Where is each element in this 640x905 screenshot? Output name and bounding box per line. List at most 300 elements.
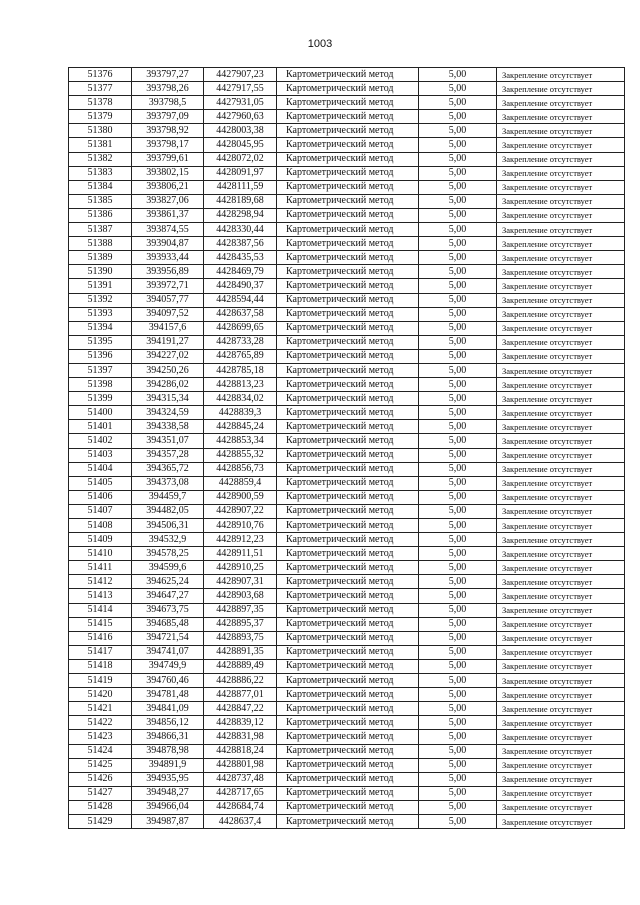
cell-method: Картометрический метод — [277, 716, 419, 730]
cell-point-number: 51399 — [69, 392, 132, 406]
cell-x-coordinate: 394191,27 — [132, 335, 204, 349]
cell-point-number: 51376 — [69, 68, 132, 82]
cell-method: Картометрический метод — [277, 504, 419, 518]
cell-accuracy: 5,00 — [419, 223, 497, 237]
cell-y-coordinate: 4428801,98 — [204, 758, 277, 772]
cell-method: Картометрический метод — [277, 223, 419, 237]
cell-point-number: 51397 — [69, 363, 132, 377]
cell-fixation-status: Закрепление отсутствует — [497, 335, 625, 349]
cell-method: Картометрический метод — [277, 758, 419, 772]
cell-accuracy: 5,00 — [419, 166, 497, 180]
cell-method: Картометрический метод — [277, 166, 419, 180]
cell-method: Картометрический метод — [277, 293, 419, 307]
cell-accuracy: 5,00 — [419, 293, 497, 307]
cell-x-coordinate: 394315,34 — [132, 392, 204, 406]
cell-point-number: 51423 — [69, 730, 132, 744]
cell-point-number: 51422 — [69, 716, 132, 730]
cell-fixation-status: Закрепление отсутствует — [497, 279, 625, 293]
cell-y-coordinate: 4428330,44 — [204, 223, 277, 237]
cell-y-coordinate: 4428387,56 — [204, 237, 277, 251]
cell-fixation-status: Закрепление отсутствует — [497, 716, 625, 730]
cell-accuracy: 5,00 — [419, 575, 497, 589]
cell-point-number: 51390 — [69, 265, 132, 279]
table-row — [69, 96, 625, 110]
cell-fixation-status: Закрепление отсутствует — [497, 533, 625, 547]
cell-point-number: 51429 — [69, 814, 132, 828]
cell-x-coordinate: 393797,27 — [132, 68, 204, 82]
cell-method: Картометрический метод — [277, 674, 419, 688]
table-row — [69, 124, 625, 138]
cell-method: Картометрический метод — [277, 462, 419, 476]
cell-fixation-status: Закрепление отсутствует — [497, 476, 625, 490]
cell-y-coordinate: 4428699,65 — [204, 321, 277, 335]
table-row — [69, 180, 625, 194]
cell-method: Картометрический метод — [277, 406, 419, 420]
cell-fixation-status: Закрепление отсутствует — [497, 448, 625, 462]
cell-accuracy: 5,00 — [419, 702, 497, 716]
cell-fixation-status: Закрепление отсутствует — [497, 307, 625, 321]
cell-fixation-status: Закрепление отсутствует — [497, 208, 625, 222]
cell-fixation-status: Закрепление отсутствует — [497, 265, 625, 279]
cell-y-coordinate: 4428889,49 — [204, 659, 277, 673]
cell-method: Картометрический метод — [277, 96, 419, 110]
cell-accuracy: 5,00 — [419, 772, 497, 786]
cell-fixation-status: Закрепление отсутствует — [497, 392, 625, 406]
cell-fixation-status: Закрепление отсутствует — [497, 237, 625, 251]
cell-method: Картометрический метод — [277, 434, 419, 448]
table-row — [69, 378, 625, 392]
cell-accuracy: 5,00 — [419, 208, 497, 222]
cell-fixation-status: Закрепление отсутствует — [497, 68, 625, 82]
table-row — [69, 744, 625, 758]
cell-y-coordinate: 4428877,01 — [204, 688, 277, 702]
cell-method: Картометрический метод — [277, 321, 419, 335]
table-row — [69, 166, 625, 180]
cell-x-coordinate: 394157,6 — [132, 321, 204, 335]
cell-y-coordinate: 4428045,95 — [204, 138, 277, 152]
cell-method: Картометрический метод — [277, 800, 419, 814]
cell-accuracy: 5,00 — [419, 800, 497, 814]
cell-fixation-status: Закрепление отсутствует — [497, 575, 625, 589]
cell-fixation-status: Закрепление отсутствует — [497, 349, 625, 363]
table-row — [69, 392, 625, 406]
cell-point-number: 51414 — [69, 603, 132, 617]
table-row — [69, 208, 625, 222]
cell-y-coordinate: 4428003,38 — [204, 124, 277, 138]
cell-point-number: 51416 — [69, 631, 132, 645]
cell-accuracy: 5,00 — [419, 659, 497, 673]
cell-y-coordinate: 4428737,48 — [204, 772, 277, 786]
cell-accuracy: 5,00 — [419, 363, 497, 377]
table-row — [69, 547, 625, 561]
cell-point-number: 51379 — [69, 110, 132, 124]
cell-x-coordinate: 393933,44 — [132, 251, 204, 265]
cell-method: Картометрический метод — [277, 349, 419, 363]
cell-accuracy: 5,00 — [419, 561, 497, 575]
cell-fixation-status: Закрепление отсутствует — [497, 110, 625, 124]
table-row — [69, 82, 625, 96]
table-row — [69, 617, 625, 631]
cell-accuracy: 5,00 — [419, 406, 497, 420]
table-row — [69, 702, 625, 716]
cell-point-number: 51406 — [69, 490, 132, 504]
cell-fixation-status: Закрепление отсутствует — [497, 223, 625, 237]
cell-x-coordinate: 394741,07 — [132, 645, 204, 659]
cell-method: Картометрический метод — [277, 180, 419, 194]
cell-y-coordinate: 4428818,24 — [204, 744, 277, 758]
cell-point-number: 51419 — [69, 674, 132, 688]
cell-x-coordinate: 393827,06 — [132, 194, 204, 208]
cell-point-number: 51395 — [69, 335, 132, 349]
cell-y-coordinate: 4428839,12 — [204, 716, 277, 730]
cell-method: Картометрический метод — [277, 589, 419, 603]
cell-accuracy: 5,00 — [419, 547, 497, 561]
cell-x-coordinate: 394760,46 — [132, 674, 204, 688]
cell-accuracy: 5,00 — [419, 603, 497, 617]
cell-x-coordinate: 393861,37 — [132, 208, 204, 222]
cell-y-coordinate: 4428912,23 — [204, 533, 277, 547]
cell-accuracy: 5,00 — [419, 251, 497, 265]
cell-x-coordinate: 393797,09 — [132, 110, 204, 124]
cell-x-coordinate: 393802,15 — [132, 166, 204, 180]
cell-y-coordinate: 4428910,76 — [204, 519, 277, 533]
table-row — [69, 688, 625, 702]
cell-x-coordinate: 393798,5 — [132, 96, 204, 110]
cell-method: Картометрический метод — [277, 138, 419, 152]
cell-accuracy: 5,00 — [419, 124, 497, 138]
cell-accuracy: 5,00 — [419, 589, 497, 603]
table-row — [69, 561, 625, 575]
table-row — [69, 251, 625, 265]
cell-point-number: 51383 — [69, 166, 132, 180]
cell-x-coordinate: 394373,08 — [132, 476, 204, 490]
cell-accuracy: 5,00 — [419, 504, 497, 518]
cell-fixation-status: Закрепление отсутствует — [497, 603, 625, 617]
cell-point-number: 51411 — [69, 561, 132, 575]
cell-y-coordinate: 4428594,44 — [204, 293, 277, 307]
cell-y-coordinate: 4428895,37 — [204, 617, 277, 631]
cell-accuracy: 5,00 — [419, 786, 497, 800]
cell-accuracy: 5,00 — [419, 265, 497, 279]
table-row — [69, 730, 625, 744]
cell-accuracy: 5,00 — [419, 462, 497, 476]
cell-point-number: 51418 — [69, 659, 132, 673]
cell-method: Картометрический метод — [277, 124, 419, 138]
cell-method: Картометрический метод — [277, 814, 419, 828]
table-row — [69, 462, 625, 476]
cell-point-number: 51415 — [69, 617, 132, 631]
cell-method: Картометрический метод — [277, 688, 419, 702]
cell-accuracy: 5,00 — [419, 138, 497, 152]
cell-accuracy: 5,00 — [419, 533, 497, 547]
cell-y-coordinate: 4427917,55 — [204, 82, 277, 96]
cell-point-number: 51393 — [69, 307, 132, 321]
cell-accuracy: 5,00 — [419, 434, 497, 448]
cell-method: Картометрический метод — [277, 786, 419, 800]
cell-method: Картометрический метод — [277, 659, 419, 673]
cell-fixation-status: Закрепление отсутствует — [497, 293, 625, 307]
table-row — [69, 476, 625, 490]
cell-method: Картометрический метод — [277, 68, 419, 82]
cell-y-coordinate: 4428911,51 — [204, 547, 277, 561]
cell-accuracy: 5,00 — [419, 152, 497, 166]
cell-y-coordinate: 4428855,32 — [204, 448, 277, 462]
cell-method: Картометрический метод — [277, 279, 419, 293]
cell-point-number: 51398 — [69, 378, 132, 392]
cell-accuracy: 5,00 — [419, 716, 497, 730]
cell-fixation-status: Закрепление отсутствует — [497, 547, 625, 561]
cell-accuracy: 5,00 — [419, 814, 497, 828]
cell-fixation-status: Закрепление отсутствует — [497, 814, 625, 828]
table-row — [69, 533, 625, 547]
cell-point-number: 51405 — [69, 476, 132, 490]
cell-method: Картометрический метод — [277, 561, 419, 575]
cell-accuracy: 5,00 — [419, 378, 497, 392]
cell-method: Картометрический метод — [277, 617, 419, 631]
table-row — [69, 138, 625, 152]
cell-x-coordinate: 394578,25 — [132, 547, 204, 561]
cell-point-number: 51392 — [69, 293, 132, 307]
cell-accuracy: 5,00 — [419, 631, 497, 645]
cell-point-number: 51385 — [69, 194, 132, 208]
cell-point-number: 51378 — [69, 96, 132, 110]
cell-method: Картометрический метод — [277, 335, 419, 349]
cell-point-number: 51396 — [69, 349, 132, 363]
cell-accuracy: 5,00 — [419, 519, 497, 533]
page-number: 1003 — [307, 38, 333, 50]
cell-accuracy: 5,00 — [419, 392, 497, 406]
cell-accuracy: 5,00 — [419, 82, 497, 96]
cell-fixation-status: Закрепление отсутствует — [497, 152, 625, 166]
cell-method: Картометрический метод — [277, 110, 419, 124]
cell-x-coordinate: 394891,9 — [132, 758, 204, 772]
table-row — [69, 786, 625, 800]
cell-point-number: 51400 — [69, 406, 132, 420]
cell-x-coordinate: 393799,61 — [132, 152, 204, 166]
cell-accuracy: 5,00 — [419, 237, 497, 251]
cell-y-coordinate: 4428637,4 — [204, 814, 277, 828]
cell-point-number: 51380 — [69, 124, 132, 138]
cell-point-number: 51421 — [69, 702, 132, 716]
cell-accuracy: 5,00 — [419, 307, 497, 321]
cell-x-coordinate: 394482,05 — [132, 504, 204, 518]
cell-fixation-status: Закрепление отсутствует — [497, 251, 625, 265]
cell-accuracy: 5,00 — [419, 180, 497, 194]
cell-x-coordinate: 394357,28 — [132, 448, 204, 462]
cell-y-coordinate: 4428856,73 — [204, 462, 277, 476]
cell-y-coordinate: 4428831,98 — [204, 730, 277, 744]
table-row — [69, 110, 625, 124]
cell-y-coordinate: 4428785,18 — [204, 363, 277, 377]
cell-x-coordinate: 394749,9 — [132, 659, 204, 673]
cell-method: Картометрический метод — [277, 631, 419, 645]
cell-fixation-status: Закрепление отсутствует — [497, 519, 625, 533]
cell-x-coordinate: 394987,87 — [132, 814, 204, 828]
cell-fixation-status: Закрепление отсутствует — [497, 702, 625, 716]
cell-y-coordinate: 4428765,89 — [204, 349, 277, 363]
cell-x-coordinate: 394856,12 — [132, 716, 204, 730]
cell-fixation-status: Закрепление отсутствует — [497, 617, 625, 631]
cell-fixation-status: Закрепление отсутствует — [497, 420, 625, 434]
cell-point-number: 51404 — [69, 462, 132, 476]
table-row — [69, 194, 625, 208]
cell-fixation-status: Закрепление отсутствует — [497, 659, 625, 673]
cell-y-coordinate: 4427907,23 — [204, 68, 277, 82]
cell-method: Картометрический метод — [277, 208, 419, 222]
coordinates-table-body — [69, 68, 625, 829]
cell-x-coordinate: 394878,98 — [132, 744, 204, 758]
cell-method: Картометрический метод — [277, 730, 419, 744]
cell-point-number: 51387 — [69, 223, 132, 237]
cell-method: Картометрический метод — [277, 448, 419, 462]
cell-method: Картометрический метод — [277, 575, 419, 589]
table-row — [69, 716, 625, 730]
table-row — [69, 363, 625, 377]
cell-fixation-status: Закрепление отсутствует — [497, 645, 625, 659]
cell-x-coordinate: 393806,21 — [132, 180, 204, 194]
cell-accuracy: 5,00 — [419, 674, 497, 688]
cell-point-number: 51425 — [69, 758, 132, 772]
table-row — [69, 659, 625, 673]
cell-y-coordinate: 4428897,35 — [204, 603, 277, 617]
table-row — [69, 265, 625, 279]
cell-fixation-status: Закрепление отсутствует — [497, 772, 625, 786]
cell-accuracy: 5,00 — [419, 476, 497, 490]
cell-point-number: 51401 — [69, 420, 132, 434]
table-row — [69, 448, 625, 462]
cell-method: Картометрический метод — [277, 392, 419, 406]
cell-y-coordinate: 4428845,24 — [204, 420, 277, 434]
cell-y-coordinate: 4428072,02 — [204, 152, 277, 166]
cell-fixation-status: Закрепление отсутствует — [497, 363, 625, 377]
cell-accuracy: 5,00 — [419, 688, 497, 702]
cell-accuracy: 5,00 — [419, 617, 497, 631]
cell-fixation-status: Закрепление отсутствует — [497, 744, 625, 758]
cell-x-coordinate: 394935,95 — [132, 772, 204, 786]
table-row — [69, 420, 625, 434]
cell-method: Картометрический метод — [277, 307, 419, 321]
cell-x-coordinate: 394685,48 — [132, 617, 204, 631]
cell-point-number: 51408 — [69, 519, 132, 533]
table-row — [69, 603, 625, 617]
cell-point-number: 51381 — [69, 138, 132, 152]
cell-y-coordinate: 4427931,05 — [204, 96, 277, 110]
cell-accuracy: 5,00 — [419, 448, 497, 462]
cell-fixation-status: Закрепление отсутствует — [497, 674, 625, 688]
table-row — [69, 772, 625, 786]
cell-accuracy: 5,00 — [419, 335, 497, 349]
cell-y-coordinate: 4428111,59 — [204, 180, 277, 194]
table-row — [69, 406, 625, 420]
cell-method: Картометрический метод — [277, 744, 419, 758]
cell-x-coordinate: 394351,07 — [132, 434, 204, 448]
cell-method: Картометрический метод — [277, 645, 419, 659]
table-row — [69, 645, 625, 659]
cell-y-coordinate: 4428900,59 — [204, 490, 277, 504]
cell-point-number: 51403 — [69, 448, 132, 462]
cell-y-coordinate: 4428853,34 — [204, 434, 277, 448]
cell-y-coordinate: 4428847,22 — [204, 702, 277, 716]
cell-x-coordinate: 394948,27 — [132, 786, 204, 800]
cell-point-number: 51428 — [69, 800, 132, 814]
cell-y-coordinate: 4428717,65 — [204, 786, 277, 800]
cell-x-coordinate: 394506,31 — [132, 519, 204, 533]
cell-fixation-status: Закрепление отсутствует — [497, 462, 625, 476]
cell-y-coordinate: 4428903,68 — [204, 589, 277, 603]
cell-fixation-status: Закрепление отсутствует — [497, 138, 625, 152]
table-row — [69, 279, 625, 293]
cell-x-coordinate: 393972,71 — [132, 279, 204, 293]
cell-x-coordinate: 394647,27 — [132, 589, 204, 603]
cell-fixation-status: Закрепление отсутствует — [497, 561, 625, 575]
cell-point-number: 51412 — [69, 575, 132, 589]
cell-accuracy: 5,00 — [419, 744, 497, 758]
cell-x-coordinate: 394841,09 — [132, 702, 204, 716]
cell-method: Картометрический метод — [277, 772, 419, 786]
cell-accuracy: 5,00 — [419, 349, 497, 363]
cell-fixation-status: Закрепление отсутствует — [497, 321, 625, 335]
cell-x-coordinate: 394599,6 — [132, 561, 204, 575]
table-row — [69, 307, 625, 321]
cell-accuracy: 5,00 — [419, 68, 497, 82]
cell-y-coordinate: 4427960,63 — [204, 110, 277, 124]
cell-fixation-status: Закрепление отсутствует — [497, 490, 625, 504]
cell-fixation-status: Закрепление отсутствует — [497, 786, 625, 800]
cell-fixation-status: Закрепление отсутствует — [497, 180, 625, 194]
table-row — [69, 293, 625, 307]
cell-method: Картометрический метод — [277, 363, 419, 377]
cell-x-coordinate: 393874,55 — [132, 223, 204, 237]
cell-point-number: 51394 — [69, 321, 132, 335]
cell-point-number: 51413 — [69, 589, 132, 603]
cell-point-number: 51388 — [69, 237, 132, 251]
cell-y-coordinate: 4428469,79 — [204, 265, 277, 279]
cell-point-number: 51410 — [69, 547, 132, 561]
cell-fixation-status: Закрепление отсутствует — [497, 406, 625, 420]
cell-method: Картометрический метод — [277, 519, 419, 533]
cell-y-coordinate: 4428893,75 — [204, 631, 277, 645]
cell-x-coordinate: 393798,17 — [132, 138, 204, 152]
table-row — [69, 223, 625, 237]
cell-x-coordinate: 394866,31 — [132, 730, 204, 744]
cell-method: Картометрический метод — [277, 251, 419, 265]
table-row — [69, 758, 625, 772]
cell-y-coordinate: 4428839,3 — [204, 406, 277, 420]
table-row — [69, 152, 625, 166]
cell-fixation-status: Закрепление отсутствует — [497, 124, 625, 138]
table-row — [69, 814, 625, 828]
cell-x-coordinate: 394966,04 — [132, 800, 204, 814]
table-row — [69, 504, 625, 518]
cell-method: Картометрический метод — [277, 533, 419, 547]
cell-point-number: 51426 — [69, 772, 132, 786]
cell-method: Картометрический метод — [277, 603, 419, 617]
cell-point-number: 51407 — [69, 504, 132, 518]
table-row — [69, 335, 625, 349]
cell-y-coordinate: 4428886,22 — [204, 674, 277, 688]
cell-point-number: 51409 — [69, 533, 132, 547]
cell-x-coordinate: 394459,7 — [132, 490, 204, 504]
cell-accuracy: 5,00 — [419, 645, 497, 659]
table-row — [69, 800, 625, 814]
cell-point-number: 51417 — [69, 645, 132, 659]
cell-point-number: 51424 — [69, 744, 132, 758]
coordinates-table — [68, 67, 625, 829]
cell-x-coordinate: 394286,02 — [132, 378, 204, 392]
cell-accuracy: 5,00 — [419, 279, 497, 293]
cell-y-coordinate: 4428298,94 — [204, 208, 277, 222]
cell-fixation-status: Закрепление отсутствует — [497, 378, 625, 392]
